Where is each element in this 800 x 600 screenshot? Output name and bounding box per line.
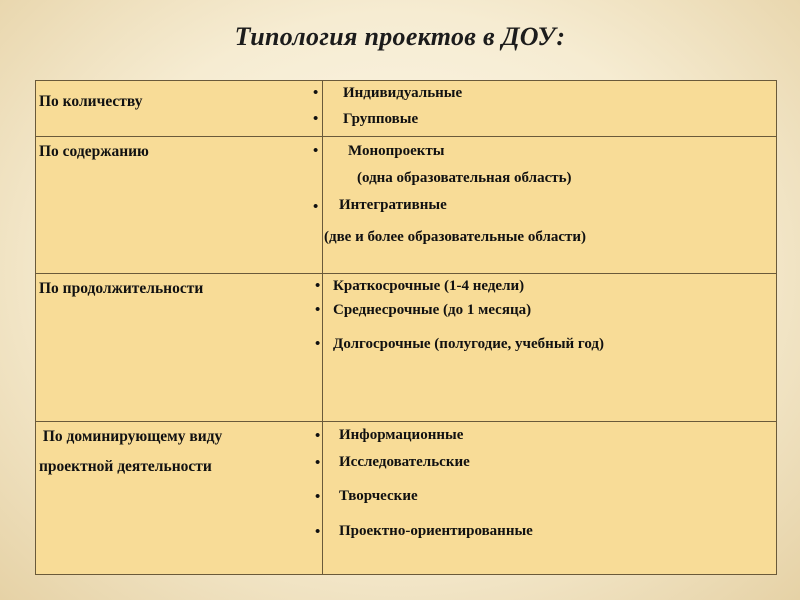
category-cell: [36, 81, 323, 137]
page-title: Типология проектов в ДОУ:: [234, 22, 566, 51]
item-text: Проектно-ориентированные: [339, 523, 533, 539]
category-cell: [36, 137, 323, 274]
items-cell: [315, 422, 777, 575]
category-cell: [36, 422, 323, 575]
table-row: [36, 274, 777, 422]
bullet-icon: •: [313, 199, 319, 215]
bullet-icon: •: [315, 428, 321, 444]
bullet-icon: •: [315, 336, 321, 352]
item-text: Информационные: [339, 427, 464, 443]
item-text: Краткосрочные (1-4 недели): [333, 278, 525, 294]
bullet-icon: •: [315, 302, 321, 318]
bullet-icon: •: [315, 455, 321, 471]
item-text: Монопроекты: [348, 143, 445, 159]
list-item: [313, 107, 776, 133]
bullet-icon: •: [315, 278, 321, 294]
list-item: [313, 81, 776, 107]
typology-table: [35, 80, 777, 575]
item-text: Среднесрочные (до 1 месяца): [333, 302, 532, 318]
item-text: Творческие: [339, 488, 418, 504]
item-text: Интегративные: [339, 197, 447, 213]
bullet-icon: •: [313, 85, 319, 101]
category-label: По содержанию: [39, 143, 149, 160]
bullet-icon: •: [315, 489, 321, 505]
bullet-icon: •: [315, 524, 321, 540]
table-row: [36, 81, 777, 137]
item-note: (две и более образовательные области): [324, 229, 587, 245]
category-label: По количеству: [39, 93, 143, 110]
items-cell: [313, 137, 777, 274]
table-row: [36, 137, 777, 274]
item-text: Индивидуальные: [343, 85, 463, 101]
category-cell: [36, 274, 323, 422]
item-text: Групповые: [343, 111, 419, 127]
items-cell: [315, 274, 777, 422]
category-label-continued: проектной деятельности: [39, 458, 212, 475]
item-text: Исследовательские: [339, 454, 470, 470]
bullet-icon: •: [313, 143, 319, 159]
table-row: [36, 422, 777, 575]
category-label: По доминирующему виду: [39, 428, 223, 445]
bullet-icon: •: [313, 111, 319, 127]
item-text: Долгосрочные (полугодие, учебный год): [333, 336, 605, 352]
category-label: По продолжительности: [39, 280, 204, 297]
item-note: (одна образовательная область): [357, 170, 572, 186]
items-cell: [313, 81, 777, 137]
